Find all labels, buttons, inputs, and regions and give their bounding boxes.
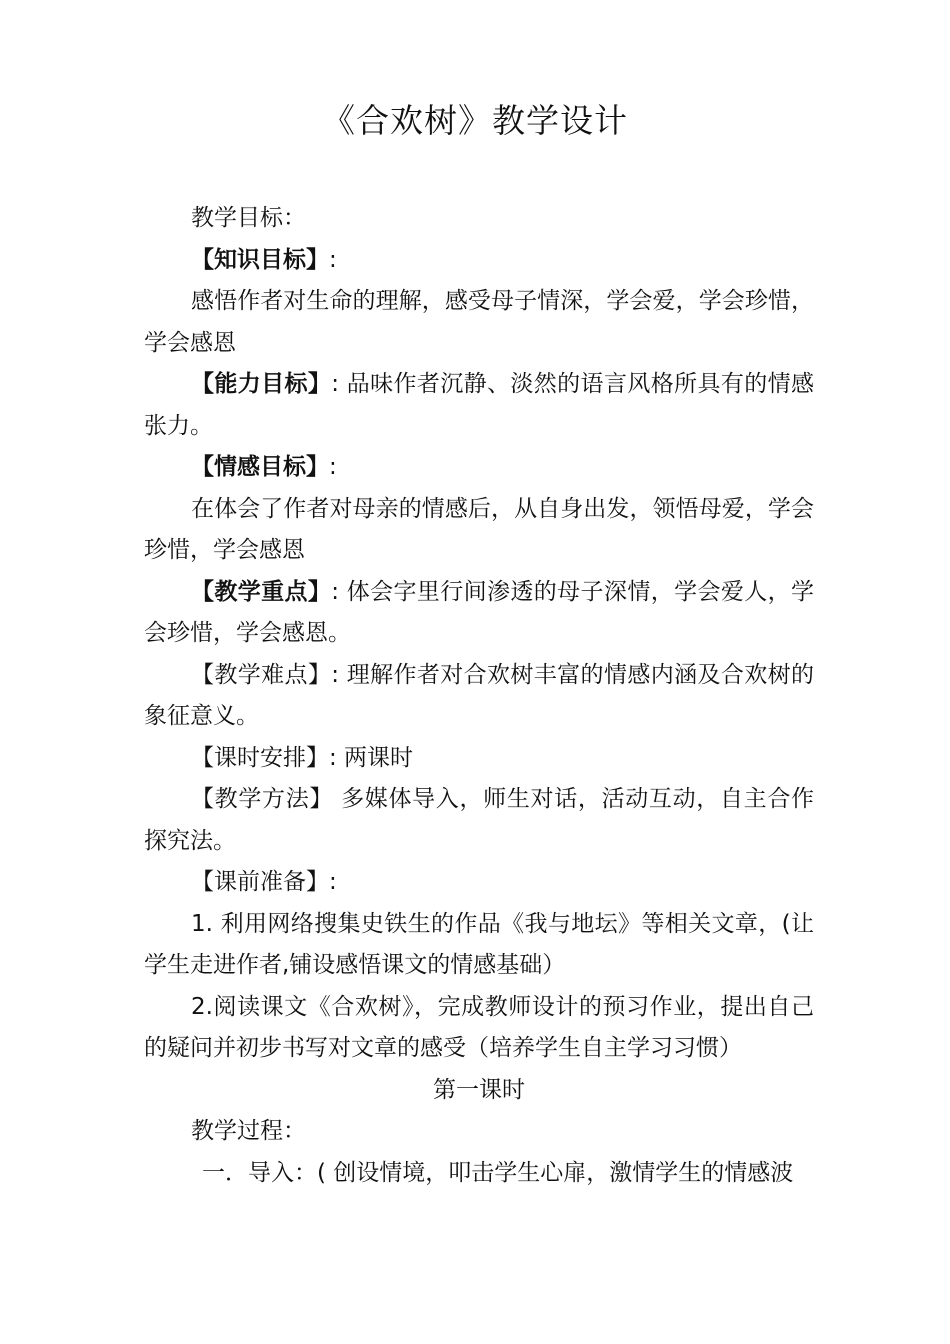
objectives-heading: 教学目标： bbox=[191, 205, 306, 231]
prep-label: 【课前准备】 bbox=[191, 869, 329, 895]
process-heading: 教学过程： bbox=[191, 1118, 306, 1144]
ability-objective bbox=[144, 364, 814, 447]
emotion-objective-heading bbox=[144, 447, 814, 489]
emotion-colon: : bbox=[329, 454, 337, 480]
ability-text: : 品味作者沉静、淡然的语言风格所具有的情感张力。 bbox=[144, 371, 815, 439]
difficulty-label: 【教学难点】 bbox=[191, 661, 332, 688]
prep-colon: : bbox=[329, 869, 337, 895]
document-body bbox=[144, 198, 814, 1194]
emotion-label: 【情感目标】 bbox=[191, 454, 329, 480]
knowledge-label: 【知识目标】 bbox=[191, 246, 329, 273]
emotion-objective-text: 在体会了作者对母亲的情感后，从自身出发，领悟母爱，学会珍惜，学会感恩 bbox=[144, 495, 814, 563]
knowledge-objective-text: 感悟作者对生命的理解，感受母子情深，学会爱，学会珍惜，学会感恩 bbox=[144, 288, 814, 356]
ability-label: 【能力目标】 bbox=[191, 371, 332, 397]
class-schedule bbox=[144, 738, 814, 780]
teaching-focus bbox=[144, 572, 814, 655]
preparation-heading bbox=[144, 862, 814, 904]
teaching-difficulty bbox=[144, 655, 814, 738]
focus-text: : 体会字里行间渗透的母子深情，学会爱人，学会珍惜，学会感恩。 bbox=[144, 578, 815, 646]
difficulty-text: : 理解作者对合欢树丰富的情感内涵及合欢树的象征意义。 bbox=[144, 661, 815, 729]
intro-text: 一．导入：( 创设情境，叩击学生心扉，激情学生的情感波 bbox=[202, 1159, 794, 1186]
focus-label: 【教学重点】 bbox=[191, 578, 332, 605]
schedule-label: 【课时安排】 bbox=[191, 744, 329, 771]
teaching-method bbox=[144, 779, 814, 862]
document-title: 《合欢树》教学设计 bbox=[322, 101, 628, 140]
method-text: 多媒体导入，师生对话，活动互动，自主合作探究法。 bbox=[144, 786, 815, 854]
schedule-text: : 两课时 bbox=[329, 744, 414, 771]
preparation-item-2: 2.阅读课文《合欢树》，完成教师设计的预习作业，提出自己的疑问并初步书写对文章的感受（培养学生自主学习习惯） bbox=[144, 993, 814, 1061]
method-label: 【教学方法】 bbox=[191, 786, 334, 812]
knowledge-colon: : bbox=[329, 246, 337, 273]
preparation-item-1: 1. 利用网络搜集史铁生的作品《我与地坛》等相关文章，(让学生走进作者,铺设感悟课文的情感基础） bbox=[144, 910, 814, 978]
knowledge-objective-heading bbox=[144, 240, 814, 282]
lesson-heading: 第一课时 bbox=[433, 1076, 525, 1103]
